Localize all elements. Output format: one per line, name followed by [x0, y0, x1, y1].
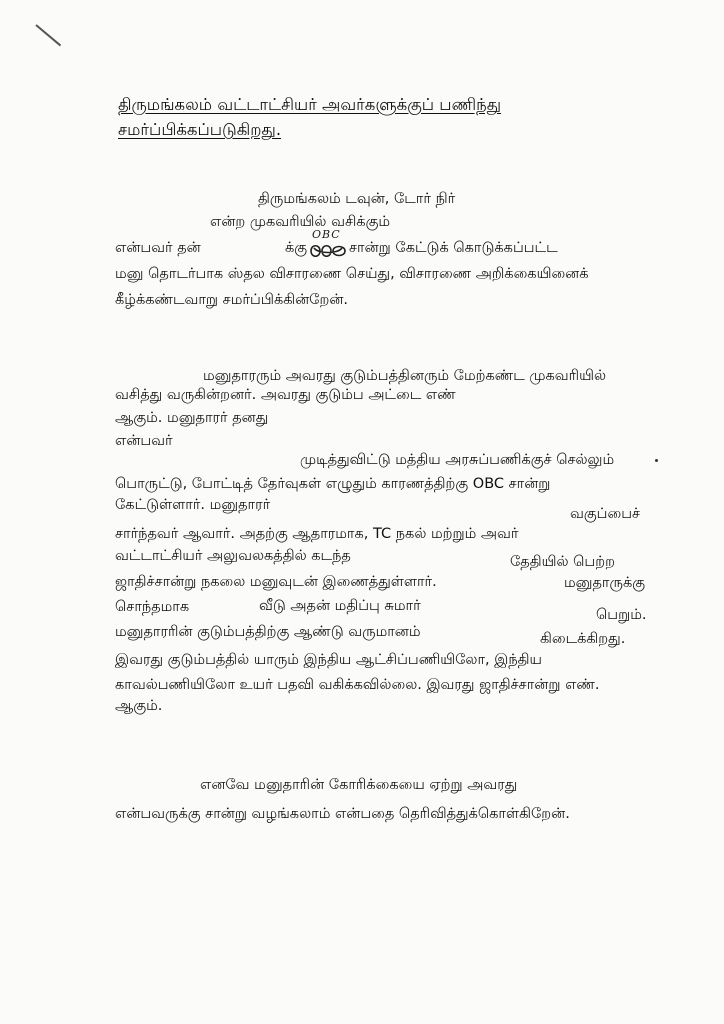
para2-line-13: காவல்பணியிலோ உயர் பதவி வகிக்கவில்லை. இவரது ஜாதிச்சான்று எண்.: [115, 677, 600, 693]
para2-line-9b: மனுதாருக்கு: [564, 575, 646, 591]
heading-line-1: திருமங்கலம் வட்டாட்சியர் அவர்களுக்குப் பணிந்து: [118, 95, 502, 114]
stray-dot: [655, 459, 658, 462]
para2-line-10c: பெறும்.: [596, 607, 647, 623]
para2-line-1: மனுதாரரும் அவரது குடும்பத்தினரும் மேற்கண்ட முகவரியில்: [203, 368, 606, 384]
para2-line-10b: வீடு அதன் மதிப்பு சுமார்: [259, 598, 421, 614]
para3-line-2: என்பவருக்கு சான்று வழங்கலாம் என்பதை தெரிவித்துக்கொள்கிறேன்.: [115, 806, 570, 822]
para2-line-5: பொருட்டு, போட்டித் தேர்வுகள் எழுதும் காரணத்திற்கு OBC சான்று: [115, 476, 551, 492]
pen-stroke-mark: [35, 24, 61, 46]
para2-line-2: வசித்து வருகின்றனர். அவரது குடும்ப அட்டை எண்: [115, 387, 456, 403]
scribble-icon: [308, 242, 348, 260]
para2-line-7: சார்ந்தவர் ஆவார். அதற்கு ஆதாரமாக, TC நகல் மற்றும் அவர்: [115, 526, 519, 542]
para2-line-14: ஆகும்.: [115, 698, 163, 714]
address-line-3-mid: க்கு: [285, 240, 308, 256]
address-line-2: என்ற முகவரியில் வசிக்கும்: [210, 214, 391, 230]
handwritten-obc-annotation: [308, 230, 350, 264]
para2-line-9a: ஜாதிச்சான்று நகலை மனுவுடன் இணைத்துள்ளார்.: [115, 574, 437, 590]
para2-line-4a: என்பவர்: [115, 433, 173, 449]
address-line-4: மனு தொடர்பாக ஸ்தல விசாரணை செய்து, விசாரணை அறிக்கையினைக்: [115, 266, 589, 282]
para2-line-6a: கேட்டுள்ளார். மனுதாரர்: [115, 497, 271, 513]
para2-line-3: ஆகும். மனுதாரர் தனது: [115, 410, 269, 426]
address-line-3-left: என்பவர் தன்: [115, 240, 201, 256]
para2-line-12: இவரது குடும்பத்தில் யாரும் இந்திய ஆட்சிப்பணியிலோ, இந்திய: [115, 652, 542, 668]
para3-line-1: எனவே மனுதாரின் கோரிக்கையை ஏற்று அவரது: [200, 777, 518, 793]
para2-line-11b: கிடைக்கிறது.: [540, 631, 626, 647]
para2-line-6b: வகுப்பைச்: [570, 506, 641, 522]
heading-line-2: சமர்ப்பிக்கப்படுகிறது.: [118, 120, 282, 139]
handwritten-obc-text: OBC: [312, 228, 341, 241]
address-line-5: கீழ்க்கண்டவாறு சமர்ப்பிக்கின்றேன்.: [115, 292, 349, 308]
para2-line-10a: சொந்தமாக: [115, 599, 190, 615]
para2-line-4b: முடித்துவிட்டு மத்திய அரசுப்பணிக்குச் செல்லும்: [300, 452, 615, 468]
address-line-3-right: சான்று கேட்டுக் கொடுக்கப்பட்ட: [349, 240, 558, 256]
para2-line-8a: வட்டாட்சியர் அலுவலகத்தில் கடந்த: [115, 548, 351, 564]
para2-line-11a: மனுதாரரின் குடும்பத்திற்கு ஆண்டு வருமானம்: [115, 624, 421, 640]
address-line-1: திருமங்கலம் டவுன், டோர் நிர்: [258, 191, 456, 207]
para2-line-8b: தேதியில் பெற்ற: [510, 554, 615, 570]
